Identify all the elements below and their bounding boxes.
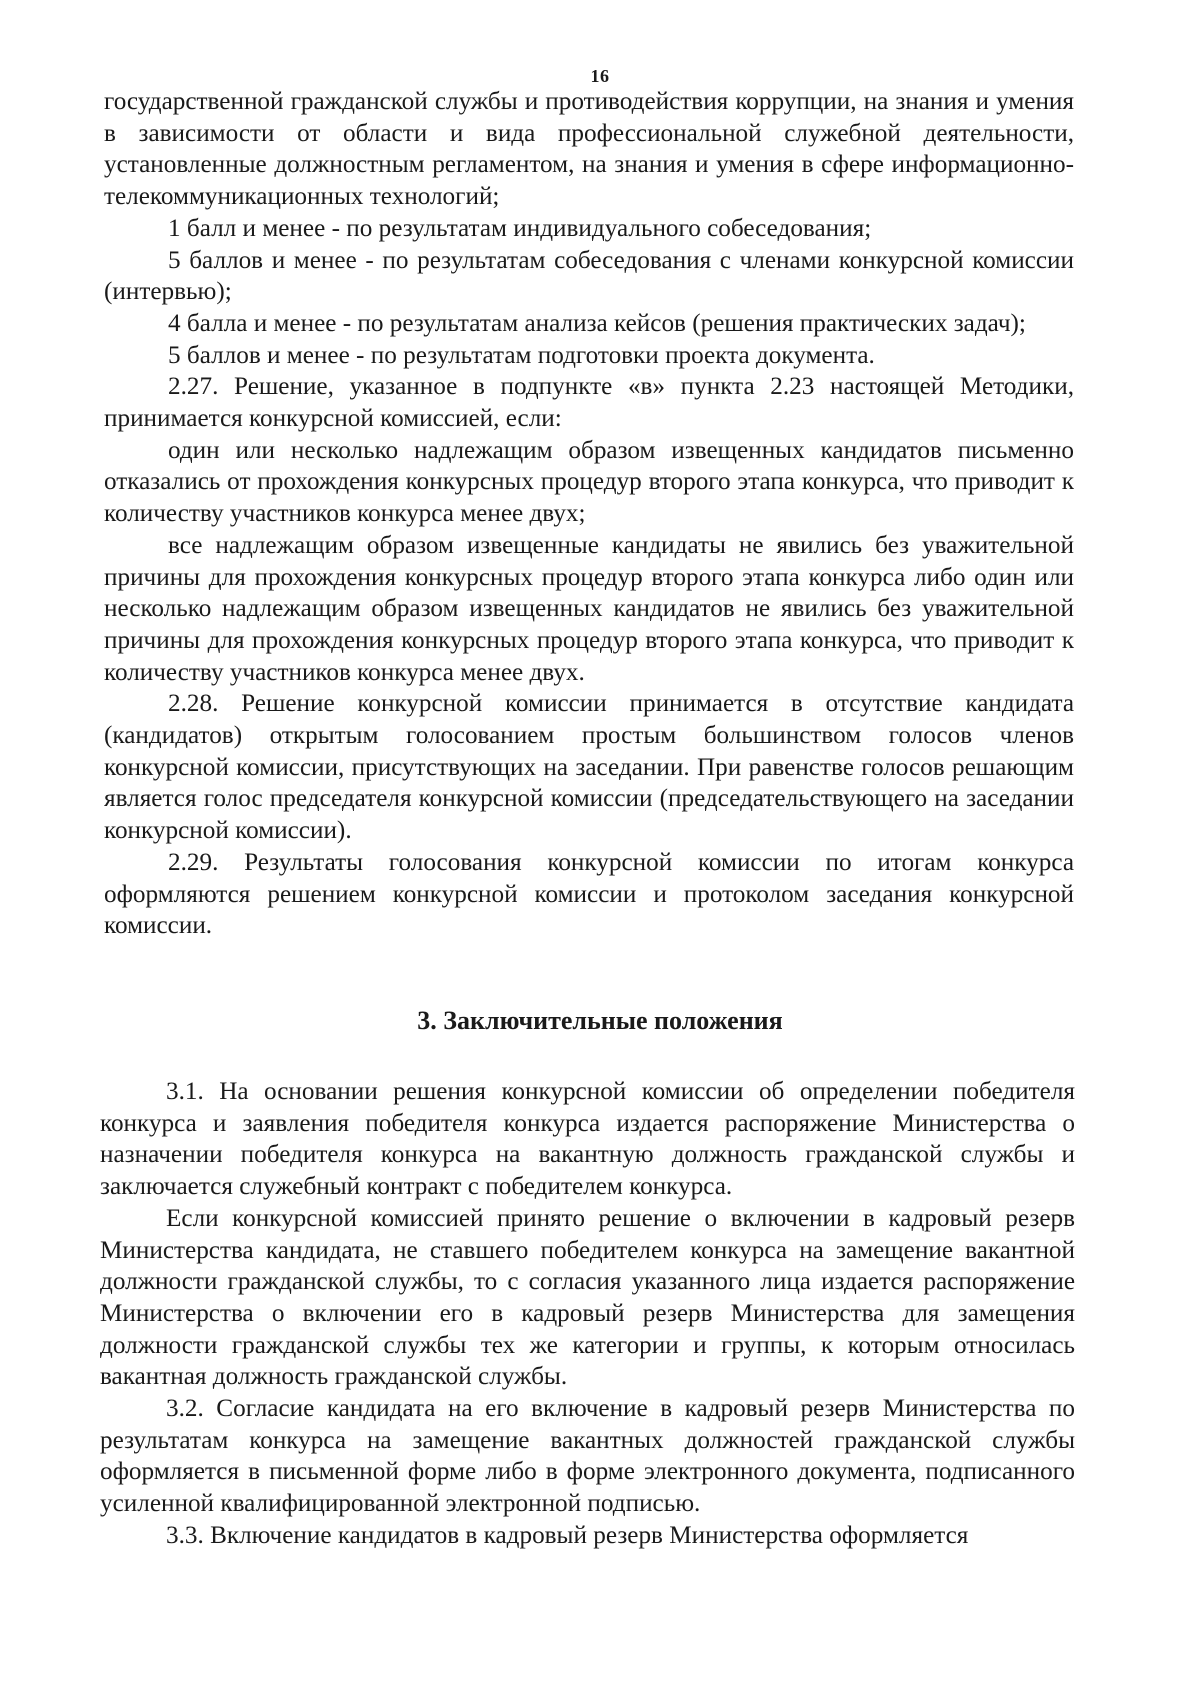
paragraph-continuation: государственной гражданской службы и противодействия коррупции, на знания и умения в зависимости от области и вида профессиональной служебной деятельности, установленные должностным регламентом, на знания и умения в сфере информационно-телекоммуникационных технологий; (104, 88, 1074, 211)
paragraph-3-3: 3.3. Включение кандидатов в кадровый резерв Министерства оформляется (166, 1521, 969, 1549)
paragraph-3-2: 3.2. Согласие кандидата на его включение в кадровый резерв Министерства по результатам конкурса на замещение вакантных должностей гражданской службы оформляется в письменной форме либо в форме электронного документа, подписанного усиленной квалифицированной электронной подписью. (100, 1395, 1075, 1518)
section-3-heading: 3. Заключительные положения (417, 1006, 783, 1035)
section-3-body (100, 1076, 1075, 1552)
paragraph-2-27-case-2: все надлежащим образом извещенные кандидаты не явились без уважительной причины для прохождения конкурсных процедур второго этапа конкурса либо один или несколько надлежащим образом извещенных кандидатов не явились без уважительной причины для прохождения конкурсных процедур второго этапа конкурса, что приводит к количеству участников конкурса менее двух. (104, 531, 1074, 686)
paragraph-2-28: 2.28. Решение конкурсной комиссии принимается в отсутствие кандидата (кандидатов) открытым голосованием простым большинством голосов членов конкурсной комиссии, присутствующих на заседании. При равенстве голосов решающим является голос председателя конкурсной комиссии (председательствующего на заседании конкурсной комиссии). (104, 690, 1074, 845)
paragraph-2-27: 2.27. Решение, указанное в подпункте «в» пункта 2.23 настоящей Методики, принимается конкурсной комиссией, если: (104, 373, 1074, 433)
paragraph-score-interview-individual: 1 балл и менее - по результатам индивидуального собеседования; (168, 214, 872, 242)
paragraph-3-1: 3.1. На основании решения конкурсной комиссии об определении победителя конкурса и заявления победителя конкурса издается распоряжение Министерства о назначении победителя конкурса на вакантную должность гражданской службы и заключается служебный контракт с победителем конкурса. (100, 1078, 1075, 1201)
paragraph-score-cases: 4 балла и менее - по результатам анализа кейсов (решения практических задач); (168, 309, 1026, 337)
paragraph-2-27-case-1: один или несколько надлежащим образом извещенных кандидатов письменно отказались от прохождения конкурсных процедур второго этапа конкурса, что приводит к количеству участников конкурса менее двух; (104, 436, 1074, 528)
paragraph-score-document: 5 баллов и менее - по результатам подготовки проекта документа. (168, 341, 875, 369)
page-number: 16 (590, 66, 610, 86)
section-2-continuation (104, 86, 1074, 942)
paragraph-3-1-reserve: Если конкурсной комиссией принято решение о включении в кадровый резерв Министерства кандидата, не ставшего победителем конкурса на замещение вакантной должности гражданской службы, то с согласия указанного лица издается распоряжение Министерства о включении его в кадровый резерв Министерства для замещения должности гражданской службы тех же категории и группы, к которым относилась вакантная должность гражданской службы. (100, 1204, 1075, 1391)
paragraph-2-29: 2.29. Результаты голосования конкурсной комиссии по итогам конкурса оформляются решением конкурсной комиссии и протоколом заседания конкурсной комиссии. (104, 848, 1074, 940)
paragraph-score-interview-commission: 5 баллов и менее - по результатам собеседования с членами конкурсной комиссии (интервью); (104, 246, 1074, 306)
